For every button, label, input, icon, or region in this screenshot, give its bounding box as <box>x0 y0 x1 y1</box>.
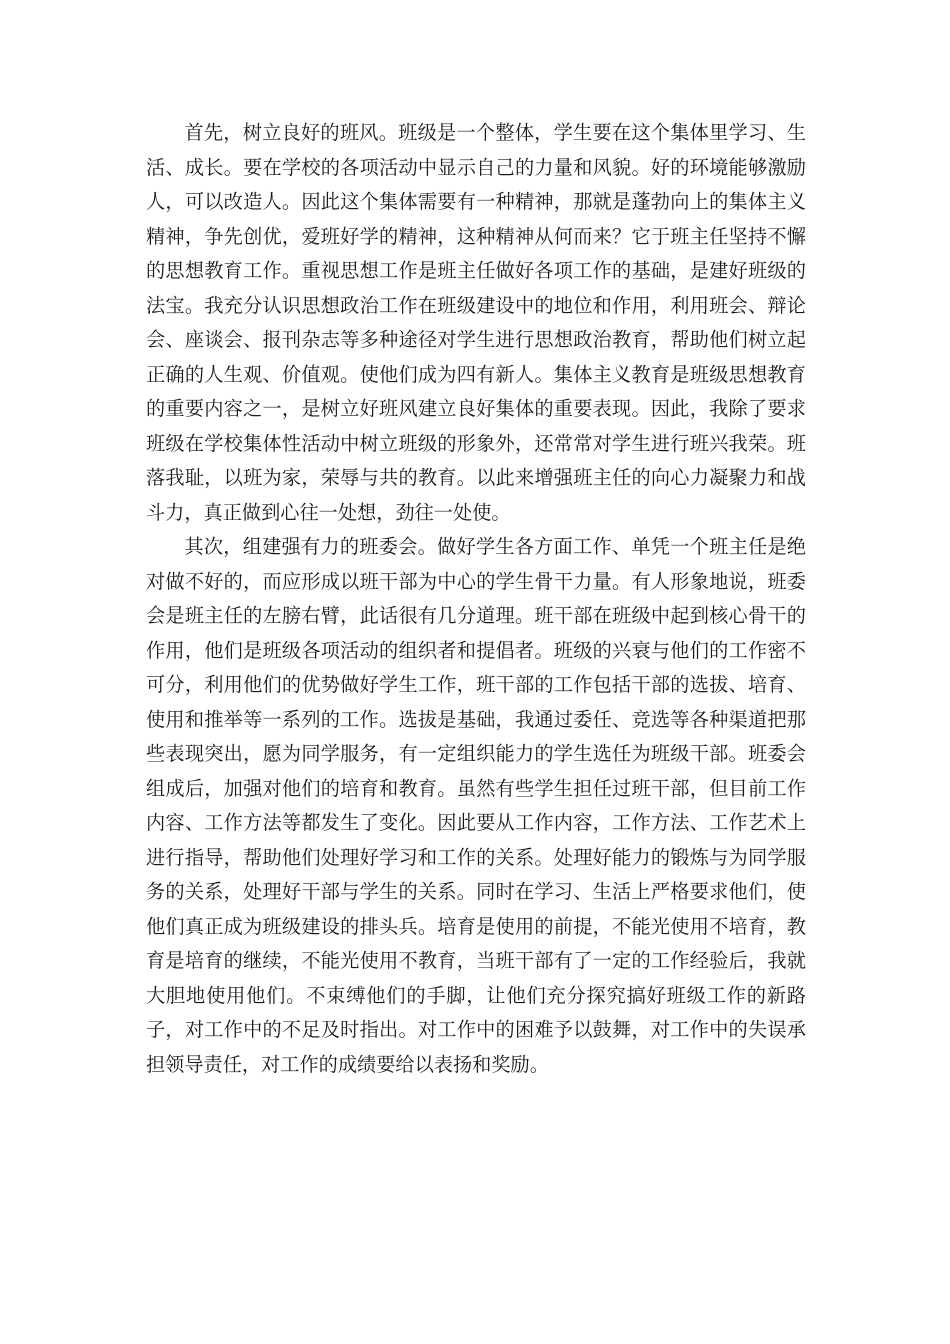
paragraph-class-committee: 其次，组建强有力的班委会。做好学生各方面工作、单凭一个班主任是绝对做不好的，而应形成以班干部为中心的学生骨干力量。有人形象地说，班委会是班主任的左膀右臂，此话很有几分道理。班干部在班级中起到核心骨干的作用，他们是班级各项活动的组织者和提倡者。班级的兴衰与他们的工作密不可分，利用他们的优势做好学生工作，班干部的工作包括干部的选拔、培育、使用和推举等一系列的工作。选拔是基础，我通过委任、竞选等各种渠道把那些表现突出，愿为同学服务，有一定组织能力的学生选任为班级干部。班委会组成后，加强对他们的培育和教育。虽然有些学生担任过班干部，但目前工作内容、工作方法等都发生了变化。因此要从工作内容，工作方法、工作艺术上进行指导，帮助他们处理好学习和工作的关系。处理好能力的锻炼与为同学服务的关系，处理好干部与学生的关系。同时在学习、生活上严格要求他们，使他们真正成为班级建设的排头兵。培育是使用的前提，不能光使用不培育，教育是培育的继续，不能光使用不教育，当班干部有了一定的工作经验后，我就大胆地使用他们。不束缚他们的手脚，让他们充分探究搞好班级工作的新路子，对工作中的不足及时指出。对工作中的困难予以鼓舞，对工作中的失误承担领导责任，对工作的成绩要给以表扬和奖励。 <box>146 535 806 1076</box>
body-text <box>146 116 806 1082</box>
paragraph-class-atmosphere: 首先，树立良好的班风。班级是一个整体，学生要在这个集体里学习、生活、成长。要在学校的各项活动中显示自己的力量和风貌。好的环境能够激励人，可以改造人。因此这个集体需要有一种精神，那就是蓬勃向上的集体主义精神，争先创优，爱班好学的精神，这种精神从何而来？它于班主任坚持不懈的思想教育工作。重视思想工作是班主任做好各项工作的基础，是建好班级的法宝。我充分认识思想政治工作在班级建设中的地位和作用，利用班会、辩论会、座谈会、报刊杂志等多种途径对学生进行思想政治教育，帮助他们树立起正确的人生观、价值观。使他们成为四有新人。集体主义教育是班级思想教育的重要内容之一，是树立好班风建立良好集体的重要表现。因此，我除了要求班级在学校集体性活动中树立班级的形象外，还常常对学生进行班兴我荣。班落我耻，以班为家，荣辱与共的教育。以此来增强班主任的向心力凝聚力和战斗力，真正做到心往一处想，劲往一处使。 <box>146 121 806 524</box>
